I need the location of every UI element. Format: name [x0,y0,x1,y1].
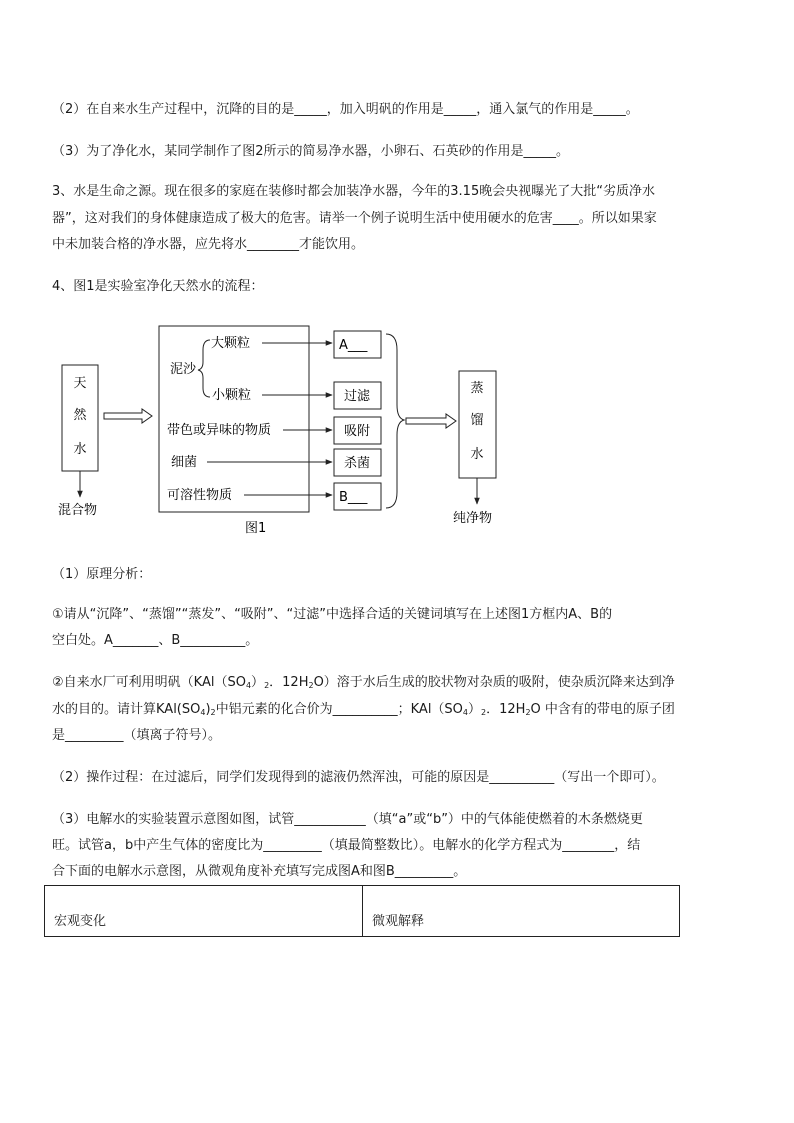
operation-question: （2）操作过程：在过滤后，同学们发现得到的滤液仍然浑浊，可能的原因是__________（写出一个即可）。 [52,770,665,785]
principle-title: （1）原理分析： [52,567,152,582]
source-note: 混合物 [58,503,98,518]
electrolysis-line-3: 合下面的电解水示意图，从微观角度补充填写完成图A和图B_________。 [52,864,467,879]
electrolysis-line-1: （3）电解水的实验装置示意图如图，试管___________（填“a”或“b”）中的气体能使燃着的木条燃烧更 [52,812,643,827]
principle-q1-line-1: ①请从“沉降”、“蒸馏”“蒸发”、“吸附”、“过滤”中选择合适的关键词填写在上述图1方框内A、B的 [52,607,613,622]
item-colored: 带色或异味的物质 [167,423,272,438]
principle-q2-line-1: ②自来水厂可利用明矾（$KAl(SO_4)_2$．$12H_2O$）溶于水后生成的胶状物对杂质的吸附，使杂质沉降来达到净 [52,675,675,690]
result-sterilize-label: 杀菌 [343,456,371,471]
diagram-caption: 图1 [245,521,267,536]
result-a-label: A___ [339,338,368,353]
sediment-label: 泥沙 [170,362,197,377]
result-b-label: B___ [339,490,368,505]
product-note: 纯净物 [453,511,493,526]
item-bacteria: 细菌 [171,455,198,470]
source-char-3: 水 [73,442,87,457]
principle-q1-line-2: 空白处。A_______、B__________。 [52,633,259,648]
double-arrow-right [406,414,456,428]
principle-q2-line-2: 水的目的。请计算$KAl(SO_4)_2$中铝元素的化合价为__________；$KAl(SO_4)_2$．$12H_2O$ 中含有的带电的原子团 [52,702,675,717]
result-filter-label: 过滤 [343,389,371,404]
process-box [159,326,309,512]
question-3-line-1: 3、水是生命之源。现在很多的家庭在装修时都会加装净水器，今年的3.15晚会央视曝光了大批“劣质净水 [52,184,655,199]
question-3-line-3: 中未加装合格的净水器，应先将水________才能饮用。 [52,237,365,252]
question-3-line-2: 器”，这对我们的身体健康造成了极大的危害。请举一个例子说明生活中使用硬水的危害____。所以如果家 [52,211,657,226]
results-brace [386,334,404,508]
question-4-intro: 4、图1是实验室净化天然水的流程： [52,279,264,294]
macro-micro-table [44,885,680,937]
table-col-macro: 宏观变化 [54,914,107,929]
source-char-1: 天 [73,376,87,391]
question-2-part-2: （2）在自来水生产过程中，沉降的目的是_____，加入明矾的作用是_____，通入氯气的作用是_____。 [52,102,639,117]
table-divider [362,886,363,936]
question-2-part-3: （3）为了净化水，某同学制作了图2所示的简易净水器，小卵石、石英砂的作用是_____。 [52,144,570,159]
water-purification-diagram [0,318,794,543]
product-char-2: 馏 [470,413,484,428]
item-small-particles: 小颗粒 [212,388,252,403]
source-char-2: 然 [73,408,87,423]
double-arrow-left [104,409,152,423]
item-large-particles: 大颗粒 [211,336,251,351]
table-col-micro: 微观解释 [372,914,425,929]
sediment-brace [198,340,210,397]
product-char-3: 水 [470,447,484,462]
product-char-1: 蒸 [470,381,484,396]
electrolysis-line-2: 旺。试管a，b中产生气体的密度比为_________（填最简整数比）。电解水的化学方程式为________，结 [52,838,641,853]
result-adsorb-label: 吸附 [343,424,371,439]
principle-q2-line-3: 是_________（填离子符号）。 [52,728,222,743]
item-soluble: 可溶性物质 [167,488,233,503]
